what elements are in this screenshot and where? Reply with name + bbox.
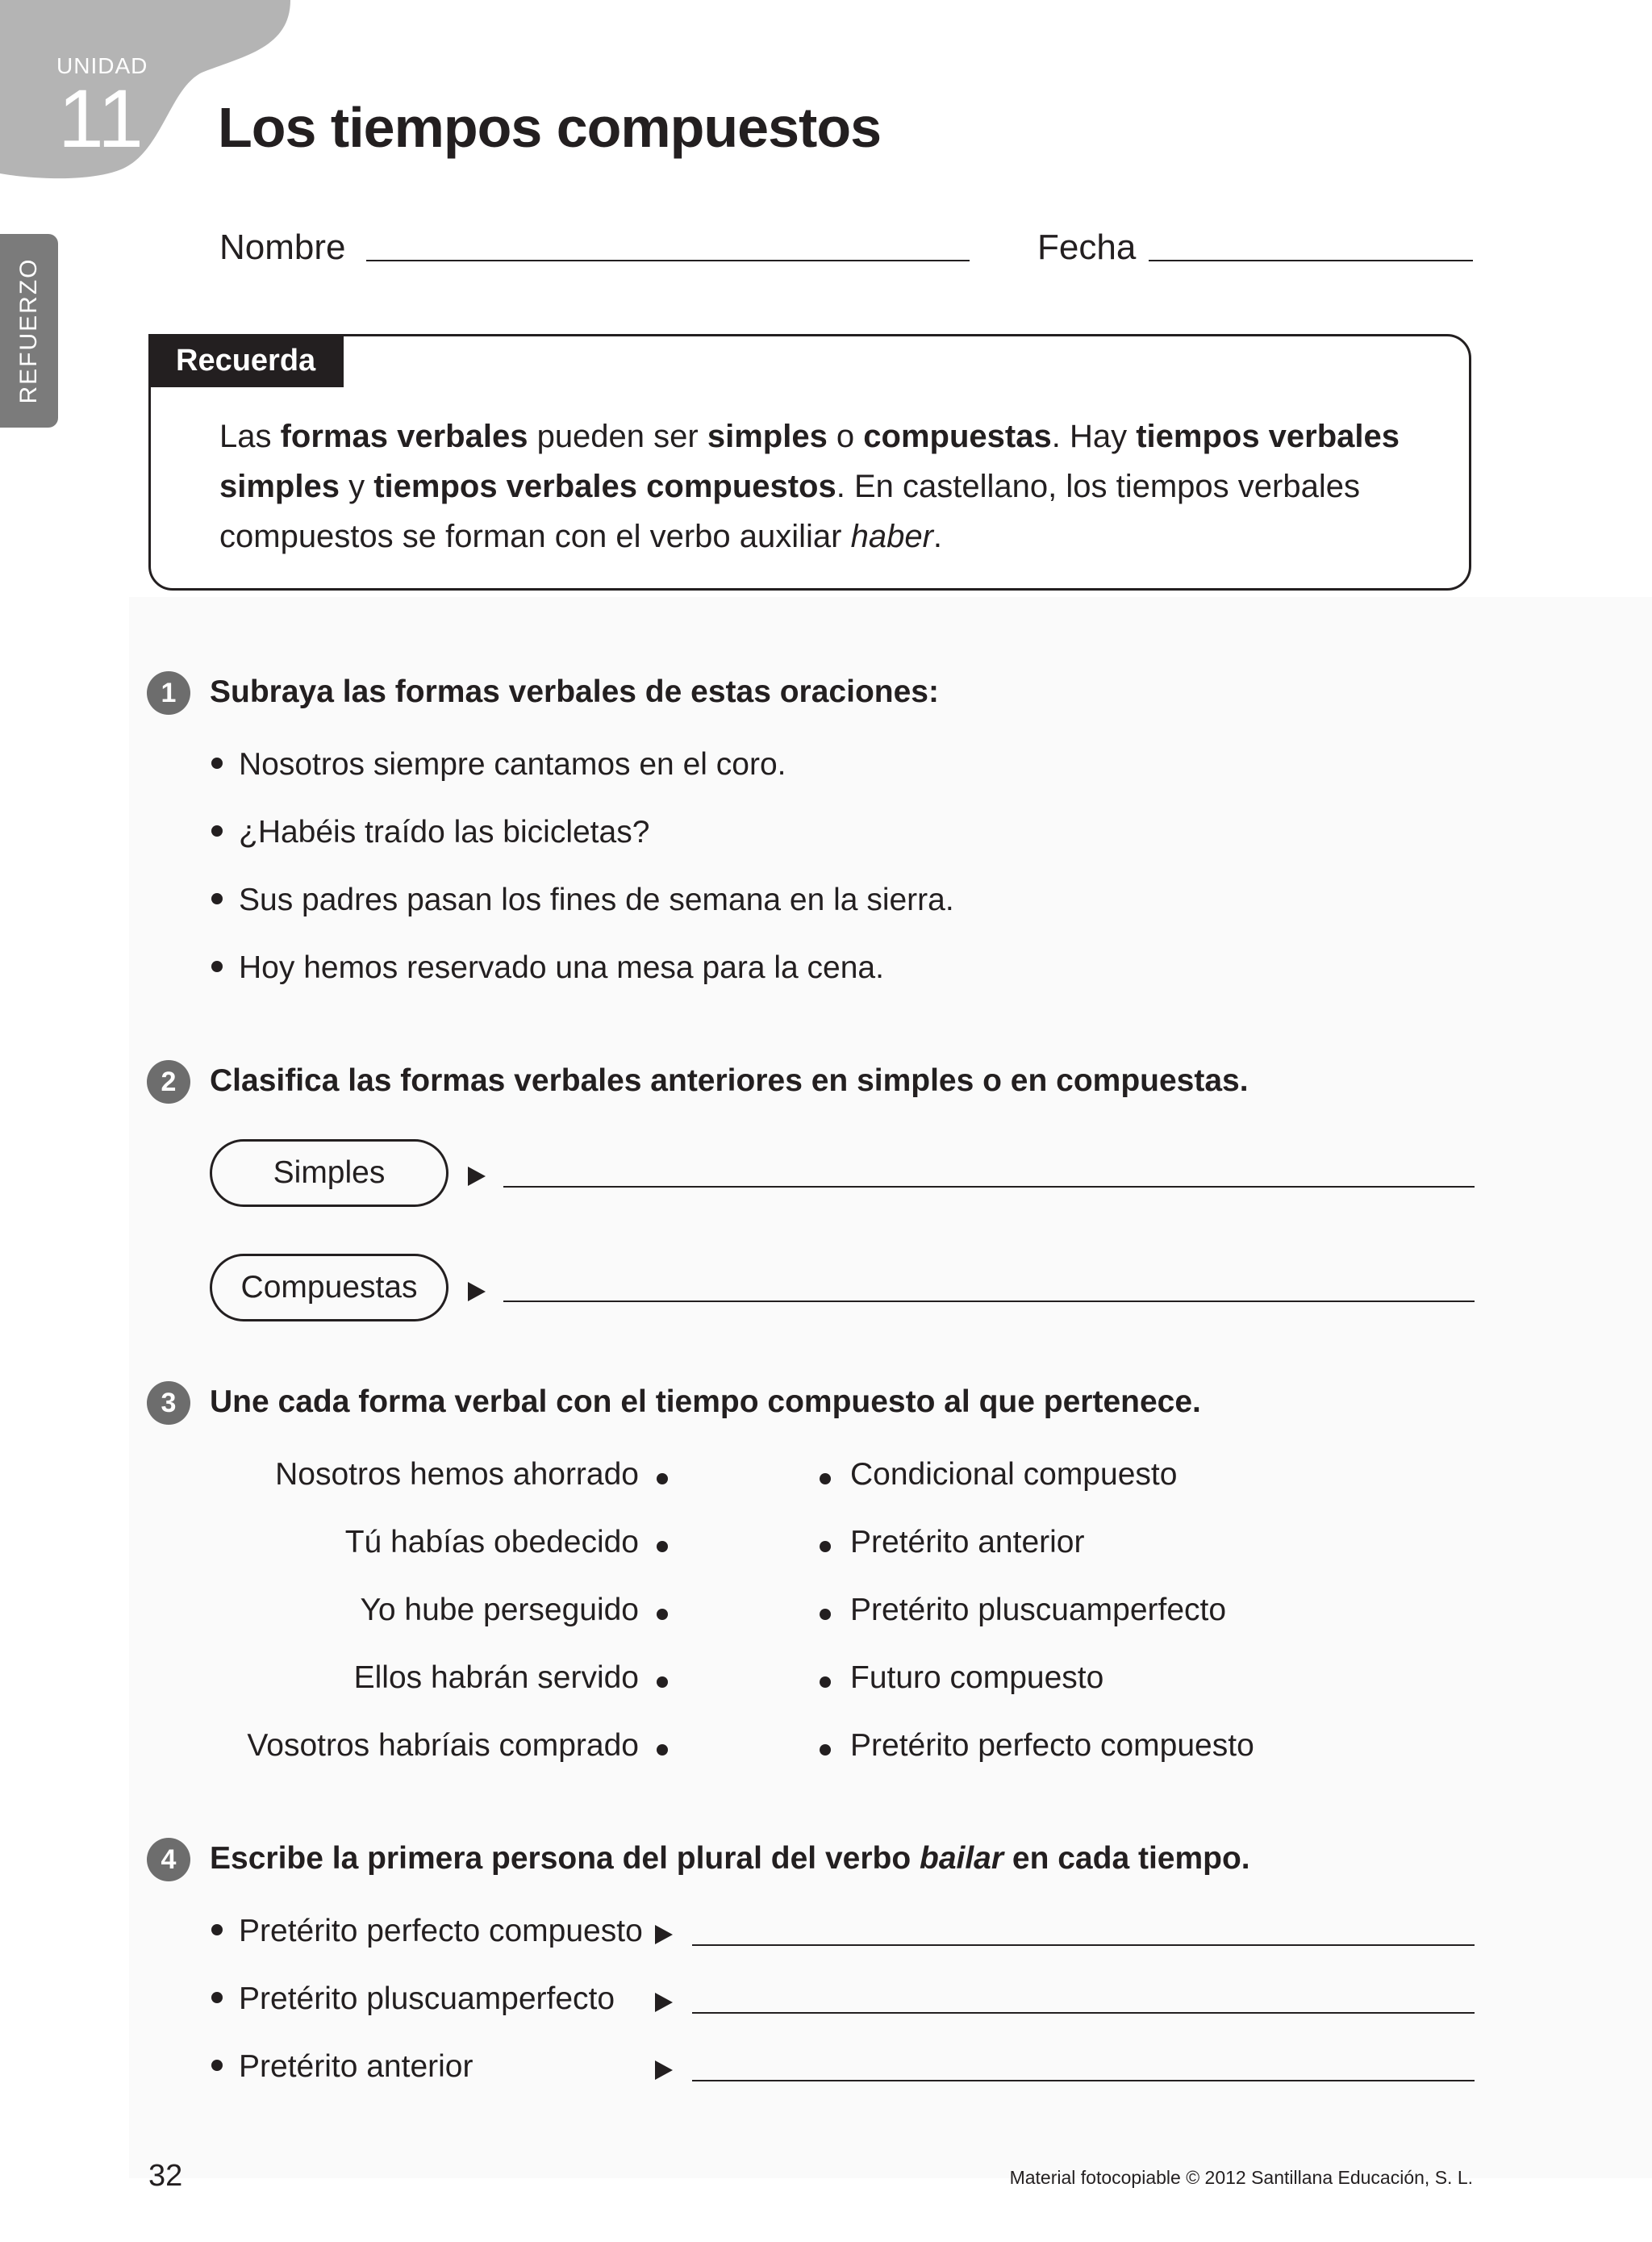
recuerda-segment: . En castellano, los tiempos verbales compuestos se forman con el verbo auxiliar [219,469,1360,554]
side-tab-label: REFUERZO [15,257,42,404]
match-left-dot[interactable] [657,1676,668,1688]
arrow-right-icon [655,2060,673,2080]
match-left-item: Tú habías obedecido [344,1525,639,1559]
match-right-dot[interactable] [820,1609,831,1620]
recuerda-text [219,411,1429,562]
copyright-notice: Material fotocopiable © 2012 Santillana Educación, S. L. [1009,2167,1473,2188]
exercise-1-item: Nosotros siempre cantamos en el coro. [211,747,786,783]
verb-bailar: bailar [920,1841,1004,1876]
recuerda-segment: tiempos verbales compuestos [373,469,836,504]
match-right-item: Pretérito perfecto compuesto [850,1728,1254,1763]
recuerda-segment: pueden ser [528,419,707,454]
match-left-dot[interactable] [657,1744,668,1756]
match-right-item: Condicional compuesto [850,1457,1178,1492]
answer-line[interactable] [692,1944,1475,1946]
bullet-icon [211,2060,223,2071]
match-right-dot[interactable] [820,1744,831,1756]
match-left-dot[interactable] [657,1609,668,1620]
name-field-line[interactable] [366,260,970,261]
recuerda-segment: Las [219,419,281,454]
page-number: 32 [148,2159,183,2193]
match-left-dot[interactable] [657,1473,668,1484]
match-right-item: Pretérito anterior [850,1525,1085,1559]
exercise-1-item: Hoy hemos reservado una mesa para la cena. [211,950,884,986]
match-right-dot[interactable] [820,1676,831,1688]
recuerda-segment: . Hay [1051,419,1137,454]
exercise-1-item: Sus padres pasan los fines de semana en la sierra. [211,883,954,918]
match-left-item: Ellos habrán servido [353,1660,639,1695]
exercise-4-item: Pretérito pluscuamperfecto [211,1981,615,2017]
recuerda-segment: simples [707,419,828,454]
simples-label: Simples [210,1139,448,1207]
date-field-line[interactable] [1149,260,1473,261]
exercise-4-number: 4 [147,1838,190,1881]
recuerda-segment: haber [850,519,933,554]
exercise-1-title: Subraya las formas verbales de estas oraciones: [210,674,939,709]
exercise-1-item: ¿Habéis traído las bicicletas? [211,815,649,850]
bullet-icon [211,825,223,837]
recuerda-segment: . [932,519,943,554]
arrow-right-icon [468,1282,486,1301]
compuestas-answer-line[interactable] [503,1301,1475,1302]
page-title: Los tiempos compuestos [218,96,882,159]
match-left-item: Nosotros hemos ahorrado [275,1457,639,1492]
recuerda-badge: Recuerda [148,334,344,387]
exercise-3-title: Une cada forma verbal con el tiempo compuesto al que pertenece. [210,1384,1201,1419]
date-label: Fecha [1037,228,1137,267]
answer-line[interactable] [692,2012,1475,2014]
match-right-dot[interactable] [820,1541,831,1552]
bullet-icon [211,758,223,769]
match-left-dot[interactable] [657,1541,668,1552]
name-label: Nombre [219,228,346,267]
arrow-right-icon [468,1167,486,1186]
unit-label: UNIDAD [56,53,148,78]
exercise-4-item: Pretérito perfecto compuesto [211,1914,643,1949]
match-left-item: Vosotros habríais comprado [247,1728,639,1763]
recuerda-segment: compuestas [863,419,1052,454]
match-right-dot[interactable] [820,1473,831,1484]
bullet-icon [211,1992,223,2003]
exercise-4-title: Escribe la primera persona del plural del verbo bailar en cada tiempo. [210,1841,1250,1876]
recuerda-segment: y [339,469,374,504]
match-right-item: Futuro compuesto [850,1660,1104,1695]
exercise-3-number: 3 [147,1381,190,1425]
match-left-item: Yo hube perseguido [360,1593,639,1627]
recuerda-segment: tiempos verbales simples [219,419,1400,504]
arrow-right-icon [655,1925,673,1944]
unit-number: 11 [58,73,144,165]
arrow-right-icon [655,1993,673,2012]
recuerda-segment: formas verbales [280,419,528,454]
recuerda-segment: o [827,419,864,454]
bullet-icon [211,961,223,972]
bullet-icon [211,1924,223,1935]
simples-answer-line[interactable] [503,1186,1475,1188]
exercise-2-title: Clasifica las formas verbales anteriores en simples o en compuestas. [210,1063,1249,1098]
compuestas-label: Compuestas [210,1254,448,1321]
exercise-2-number: 2 [147,1060,190,1104]
answer-line[interactable] [692,2080,1475,2081]
exercise-1-number: 1 [147,671,190,715]
bullet-icon [211,893,223,904]
match-right-item: Pretérito pluscuamperfecto [850,1593,1227,1627]
exercise-4-item: Pretérito anterior [211,2049,473,2085]
